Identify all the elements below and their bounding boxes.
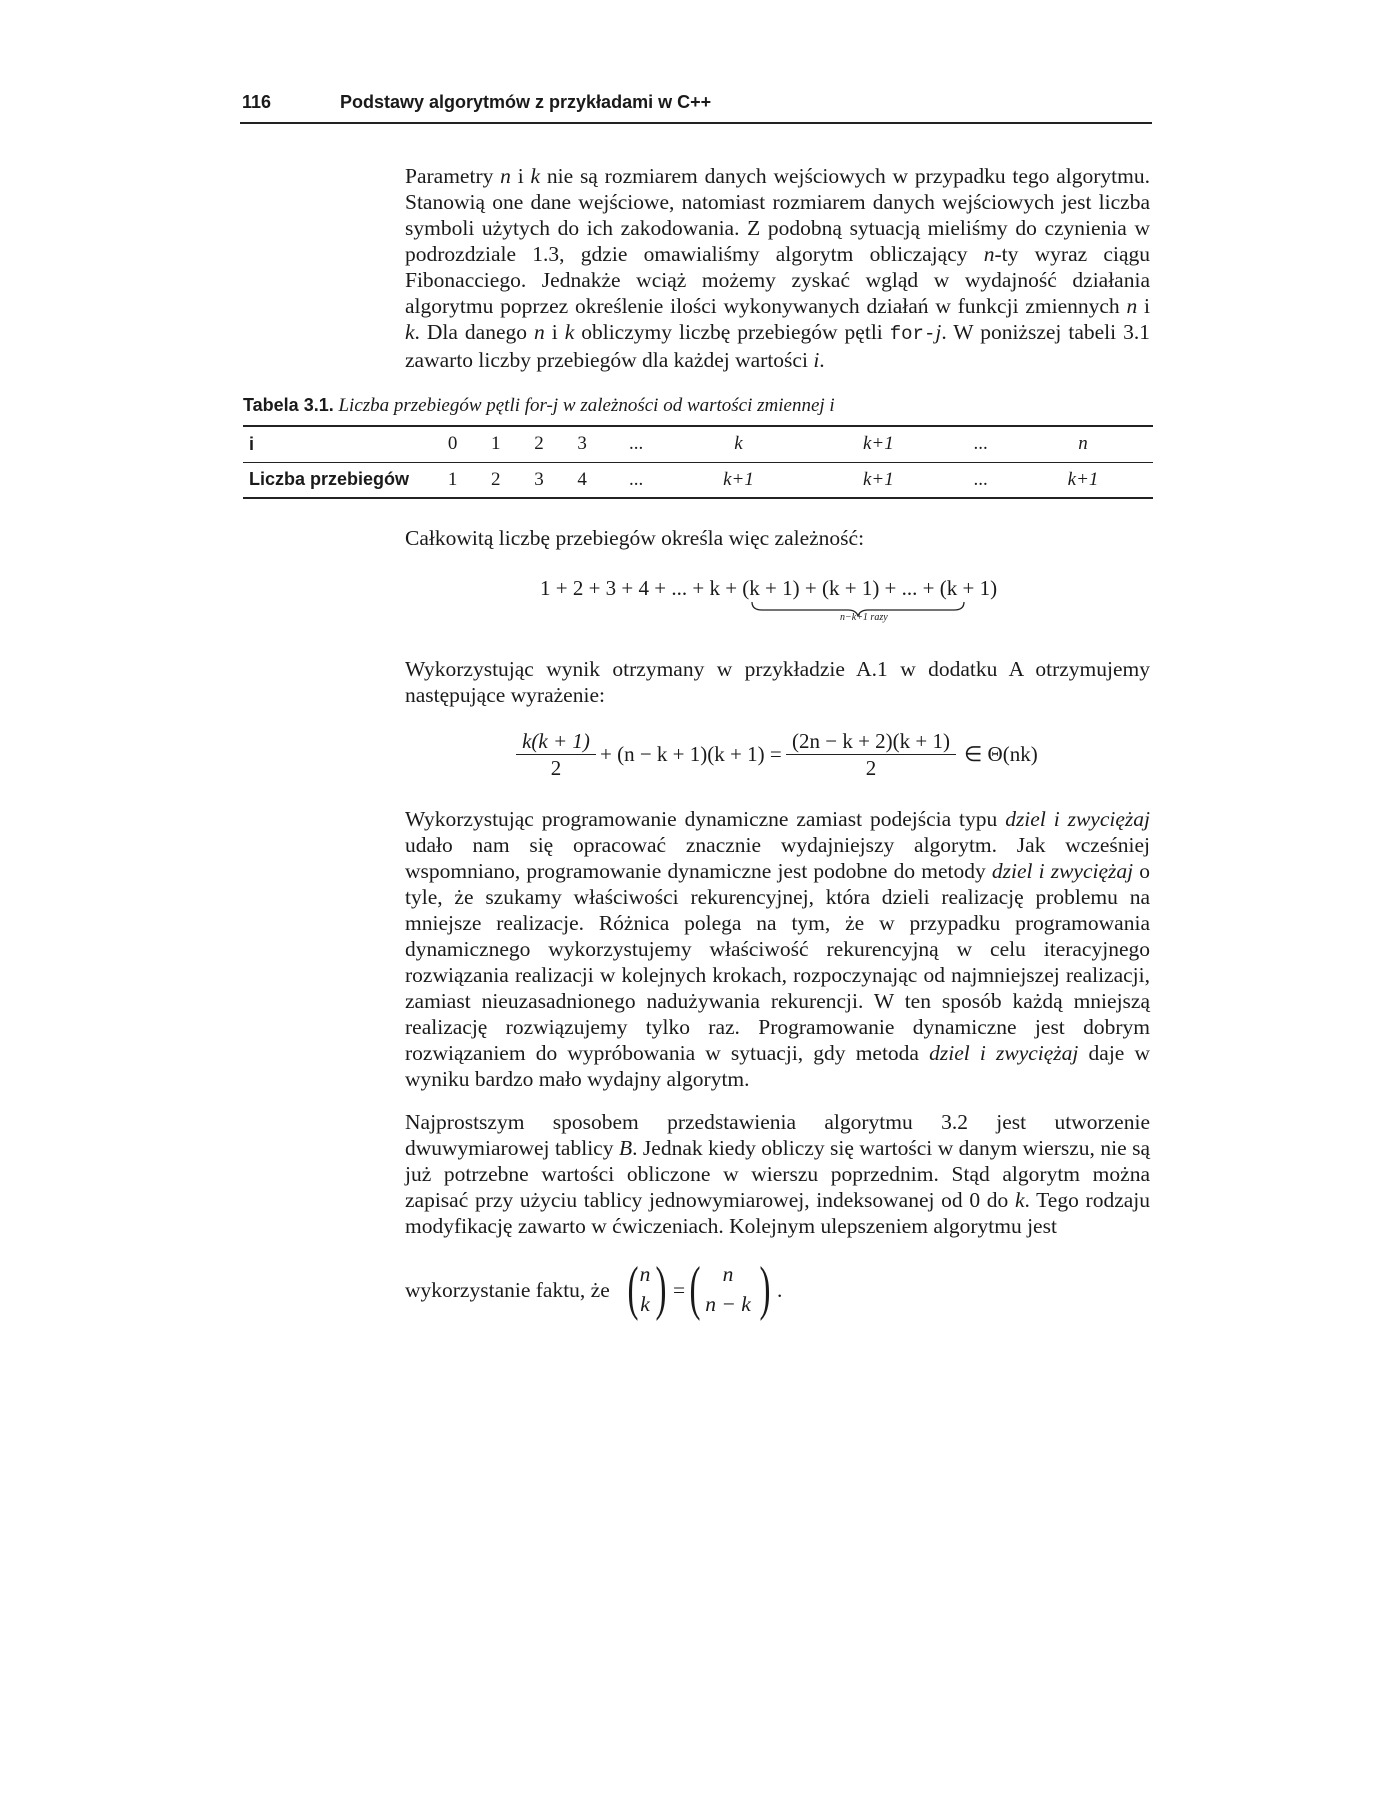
text-run: . Tego rodzaju modyfikację zawarto w ćwiczeniach. Kolejnym ulepszeniem algorytmu jest (405, 1188, 1151, 1238)
paragraph-1 (405, 163, 1150, 373)
text-run: . W poniższej tabeli 3.1 zawarto liczby przebiegów dla każdej wartości (405, 320, 1150, 372)
text-run: n (983, 242, 995, 266)
table-cell: 2 (474, 462, 517, 498)
text-run: n (1126, 294, 1138, 318)
underbrace (540, 576, 1040, 616)
text-run: nie są rozmiarem danych wejściowych w przypadku tego algorytmu. Stanowią one dane wejściowe, natomiast rozmiarem danych wejściowych jest liczba symboli użytych do ich zakodowania. Z podobną sytuacją mieliśmy do czynienia w podrozdziale 1.3, gdzie omawialiśmy algorytm obliczający (405, 164, 1150, 266)
binom-period: . (777, 1278, 783, 1302)
text-run: k (530, 164, 541, 188)
fraction-denominator: 2 (865, 756, 877, 780)
text-run: Parametry (405, 164, 501, 188)
sum-formula (540, 576, 1040, 636)
text-run: obliczymy liczbę przebiegów pętli (574, 320, 890, 344)
fraction-numerator: (2n − k + 2)(k + 1) (786, 728, 956, 755)
table-cell: 2 (517, 426, 560, 462)
paragraph-3: Wykorzystując wynik otrzymany w przykładzie A.1 w dodatku A otrzymujemy następujące wyrażenie: (405, 657, 1150, 707)
text-run: dziel i zwyciężaj (1005, 807, 1150, 831)
row-header-i: i (243, 426, 431, 462)
running-title: Podstawy algorytmów z przykładami w C++ (340, 92, 712, 112)
formula-middle: + (n − k + 1)(k + 1) = (600, 742, 782, 766)
table-caption (243, 395, 1153, 417)
text-run: . Dla danego (414, 320, 534, 344)
right-paren: ) (759, 1255, 771, 1321)
table-row (243, 462, 1153, 498)
binom-top: n (639, 1262, 651, 1286)
text-run: for- (889, 323, 936, 345)
page-header (240, 92, 1152, 124)
table-cell: ... (948, 462, 1013, 498)
table-cell: n (1013, 426, 1153, 462)
text-run: k (564, 320, 575, 344)
fraction-numerator: k(k + 1) (516, 728, 596, 755)
text-run: n (500, 164, 511, 188)
table-caption-text: Liczba przebiegów pętli for-j w zależności od wartości zmiennej i (338, 395, 835, 416)
text-run: n (534, 320, 545, 344)
table-cell: k+1 (808, 462, 948, 498)
text-run: i (510, 164, 531, 188)
formula-tail: ∈ Θ(nk) (964, 742, 1038, 766)
text-run: k (1014, 1188, 1025, 1212)
binomial-1 (633, 1258, 657, 1324)
text-run: o tyle, że szukamy właściwości rekurencyjnej, która dzieli realizację problemu na mniejsze realizacje. Różnica polega na tym, że w przypadku programowania dynamicznego wykorzystujemy właściwość rekurencyjną w celu iteracyjnego rozwiązania realizacji w kolejnych krokach, rozpoczynając od najmniejszej realizacji, zamiast nieuzasadnionego nadużywania rekurencji. W ten sposób każdą mniejszą realizację rozwiązujemy tylko raz. Programowanie dynamiczne jest dobrym rozwiązaniem do wypróbowania w sytuacji, gdy metoda (405, 859, 1151, 1065)
fraction-1 (516, 728, 596, 781)
text-run: i (544, 320, 565, 344)
binomial-intro: wykorzystanie faktu, że (405, 1278, 610, 1302)
binomial-line (405, 1255, 805, 1328)
table-cell: k (669, 426, 809, 462)
text-run: . (819, 348, 825, 372)
brace-label: n−k+1 razy (840, 612, 888, 623)
table-cell: 1 (431, 462, 474, 498)
page-number: 116 (242, 92, 272, 112)
table-cell: 1 (474, 426, 517, 462)
iterations-table (243, 425, 1153, 499)
table-cell: 4 (561, 462, 604, 498)
table-cell: k+1 (1013, 462, 1153, 498)
binom-equals: = (673, 1278, 686, 1302)
text-run: k (405, 320, 415, 344)
binom-bottom: k (640, 1292, 650, 1316)
left-paren: ( (689, 1255, 701, 1321)
binom-top: n (722, 1262, 734, 1286)
binom-bottom: n − k (705, 1292, 751, 1316)
paragraph-2: Całkowitą liczbę przebiegów określa więc zależność: (405, 526, 865, 550)
table-cell: ... (948, 426, 1013, 462)
table-cell: 3 (561, 426, 604, 462)
paragraph-5 (405, 1109, 1150, 1239)
text-run: Wykorzystując programowanie dynamiczne zamiast podejścia typu (405, 807, 1006, 831)
table-label: Tabela 3.1. (243, 395, 334, 415)
table-row (243, 426, 1153, 462)
fraction-2 (786, 728, 956, 781)
table-cell: 3 (517, 462, 560, 498)
right-paren: ) (655, 1255, 667, 1321)
text-run: Najprostszym sposobem przedstawienia algorytmu 3.2 jest utworzenie dwuwymiarowej tablicy (405, 1110, 1150, 1160)
text-run: dziel i zwyciężaj (929, 1041, 1079, 1065)
closed-form-formula (516, 728, 1036, 798)
binomial-2 (695, 1258, 761, 1324)
text-run: i (1137, 294, 1150, 318)
table-cell: 0 (431, 426, 474, 462)
table-cell: ... (604, 462, 669, 498)
paragraph-4 (405, 806, 1150, 1092)
row-header-count: Liczba przebiegów (243, 462, 431, 498)
text-run: dziel i zwyciężaj (991, 859, 1134, 883)
text-run: udało nam się opracować znacznie wydajniejszy algorytm. Jak wcześniej wspomniano, programowanie dynamiczne jest podobne do metody (405, 833, 1150, 883)
table-cell: k+1 (669, 462, 809, 498)
text-run: j (935, 320, 942, 344)
text-run: daje w wyniku bardzo mało wydajny algorytm. (405, 1041, 1151, 1091)
table-cell: k+1 (808, 426, 948, 462)
text-run: i (813, 348, 820, 372)
sum-expression: 1 + 2 + 3 + 4 + ... + k + (k + 1) + (k + 1) + ... + (k + 1) (540, 576, 998, 600)
text-run: . Jednak kiedy obliczy się wartości w danym wierszu, nie są już potrzebne wartości obliczone w wierszu poprzednim. Stąd algorytm można zapisać przy użyciu tablicy jednowymiarowej, indeksowanej od 0 do (405, 1136, 1150, 1212)
left-paren: ( (627, 1255, 639, 1321)
fraction-denominator: 2 (550, 756, 562, 780)
text-run: B (618, 1136, 633, 1160)
table-cell: ... (604, 426, 669, 462)
text-run: -ty wyraz ciągu Fibonacciego. Jednakże wciąż możemy zyskać wgląd w wydajność działania algorytmu poprzez określenie ilości wykonywanych działań w funkcji zmiennych (405, 242, 1150, 318)
